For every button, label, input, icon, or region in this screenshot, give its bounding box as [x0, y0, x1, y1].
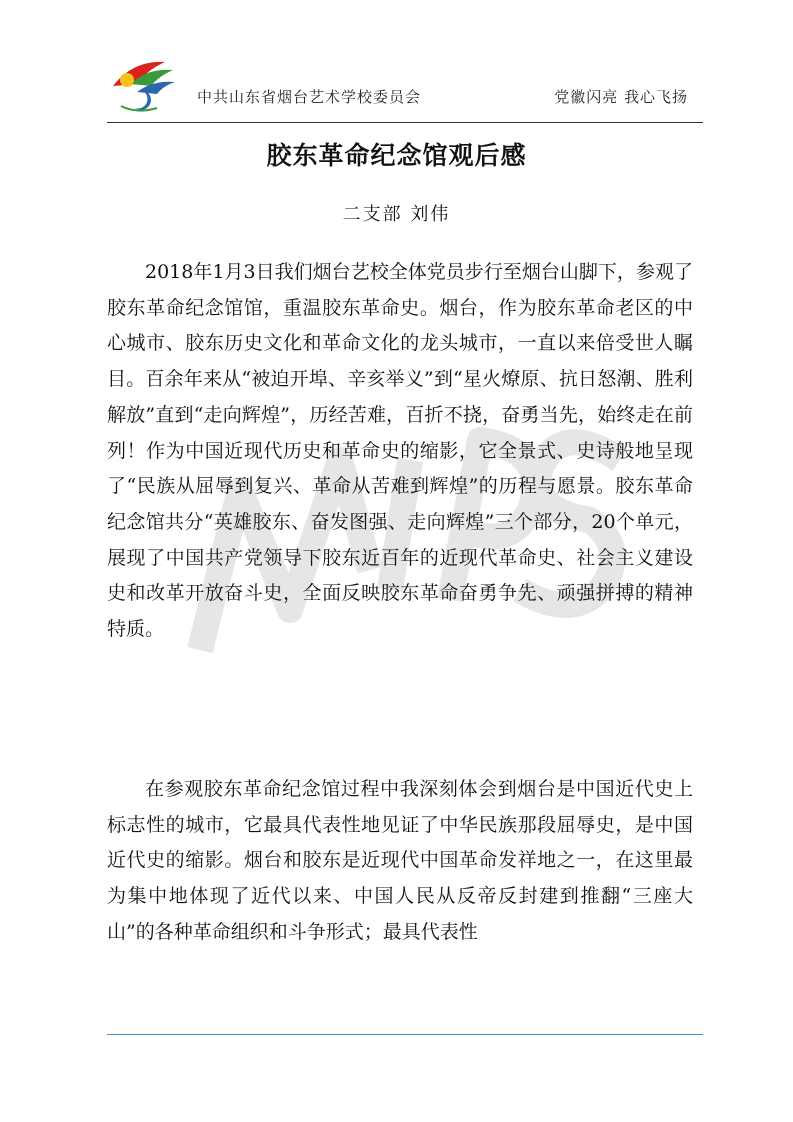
- document-author: 二支部 刘伟: [342, 204, 451, 225]
- organization-name: 中共山东省烟台艺术学校委员会: [197, 88, 422, 106]
- header-divider: [107, 122, 703, 123]
- paragraph-2: 在参观胶东革命纪念馆过程中我深刻体会到烟台是中国近代史上标志性的城市，它最具代表性地见证了中华民族那段屈辱史，是中国近代史的缩影。烟台和胶东是近现代中国革命发祥地之一，在这里最为集中地体现了近代以来、中国人民从反帝反封建到推翻“三座大山”的各种革命组织和斗争形式；最具代表性: [107, 778, 693, 943]
- footer-divider: [107, 1034, 703, 1035]
- document-title: 胶东革命纪念馆观后感: [266, 141, 527, 170]
- school-party-logo-icon: [107, 56, 179, 118]
- header-slogan: 党徽闪亮 我心飞扬: [554, 88, 688, 106]
- paragraph-1: 2018年1月3日我们烟台艺校全体党员步行至烟台山脚下，参观了胶东革命纪念馆馆，重温胶东革命史。烟台，作为胶东革命老区的中心城市、胶东历史文化和革命文化的龙头城市，一直以来倍受世人瞩目。百余年来从“被迫开埠、辛亥举义”到“星火燎原、抗日怒潮、胜利解放”直到“走向辉煌”，历经苦难，百折不挠，奋勇当先，始终走在前列！作为中国近现代历史和革命史的缩影，它全景式、史诗般地呈现了“民族从屈辱到复兴、革命从苦难到辉煌”的历程与愿景。胶东革命纪念馆共分“英雄胶东、奋发图强、走向辉煌”三个部分，20个单元，展现了中国共产党领导下胶东近百年的近现代革命史、社会主义建设史和改革开放奋斗史，全面反映胶东革命奋勇争先、顽强拼搏的精神特质。: [107, 261, 693, 641]
- page-header: [107, 56, 703, 122]
